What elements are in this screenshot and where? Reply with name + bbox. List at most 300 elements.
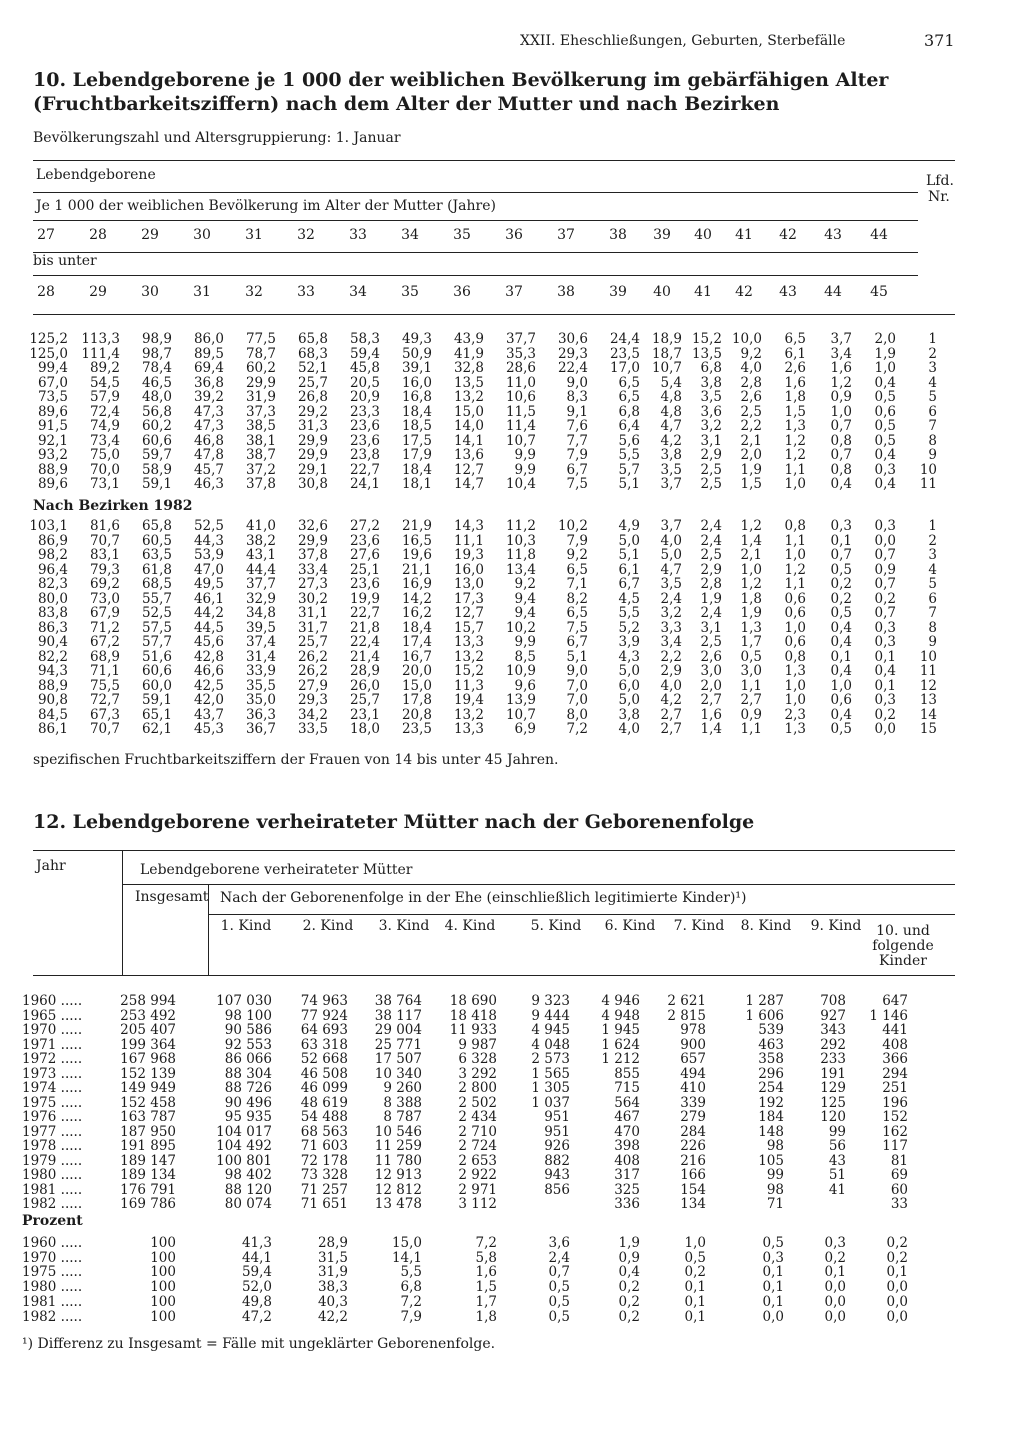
table12-cell: 71 651 <box>300 1196 348 1212</box>
table12-cell: 1 606 <box>745 1007 784 1024</box>
table10-age-to: 39 <box>609 284 627 300</box>
table10-cell: 47,3 <box>193 403 224 420</box>
table10-cell: 11,1 <box>453 532 484 549</box>
table12-cell: 7,2 <box>400 1293 422 1310</box>
table10-cell: 0,6 <box>784 605 806 621</box>
table12-cell: 926 <box>544 1138 570 1154</box>
table10-age-to: 35 <box>401 284 419 300</box>
table10-cell: 35,3 <box>505 345 536 362</box>
table10-cell: 29,2 <box>297 403 328 420</box>
table10-cell: 48,0 <box>141 389 172 405</box>
table10-cell: 1,0 <box>784 692 806 708</box>
table12-cell: 279 <box>680 1109 706 1125</box>
table12-cell: 69 <box>890 1167 908 1183</box>
table10-cell: 10,7 <box>505 432 536 449</box>
table12-col-header: 1. Kind <box>220 918 272 934</box>
table12-cell: 336 <box>614 1196 640 1212</box>
table10-cell: 13,0 <box>453 576 484 592</box>
table10-cell: 5,4 <box>660 374 682 391</box>
table12-cell: 13 478 <box>374 1196 422 1212</box>
table12-cell: 205 407 <box>120 1022 176 1038</box>
table10-cell: 70,0 <box>89 461 120 478</box>
table10-cell: 96,4 <box>37 561 68 578</box>
table10-cell: 3,6 <box>700 403 722 420</box>
table12-cell: 154 <box>680 1181 706 1198</box>
table10-cell: 30,6 <box>557 331 588 347</box>
table12-cell: 0,3 <box>762 1249 784 1266</box>
table12-cell: 41 <box>828 1181 846 1198</box>
table10-cell: 31,4 <box>245 648 276 665</box>
table10-age-from: 38 <box>609 227 627 243</box>
table10-cell: 5,0 <box>660 547 682 563</box>
table10-cell: 2,4 <box>700 532 722 549</box>
table10-cell: 6,5 <box>618 389 640 405</box>
table12-cell: 163 787 <box>120 1109 176 1125</box>
table10-cell: 23,6 <box>349 576 380 592</box>
table10-cell: 38,2 <box>245 532 276 549</box>
table12-row-year: 1974 ..... <box>22 1080 83 1096</box>
table10-cell: 56,8 <box>141 403 172 420</box>
table10-cell: 3,0 <box>700 663 722 679</box>
table10-cell: 0,4 <box>874 476 896 492</box>
table10-nr: Nr. <box>928 189 950 205</box>
table10-cell: 29,9 <box>245 374 276 391</box>
table12-cell: 5,5 <box>400 1264 422 1281</box>
table10-cell: 42,8 <box>193 648 224 665</box>
table10-cell: 18,5 <box>401 418 432 434</box>
table10-cell: 4,0 <box>660 677 682 694</box>
table12-cell: 100 801 <box>216 1152 272 1169</box>
table10-cell: 1,9 <box>740 461 762 478</box>
table12-cell: 0,0 <box>886 1308 908 1325</box>
table10-cell: 1,0 <box>830 403 852 420</box>
table10-row-nr: 15 <box>919 721 937 737</box>
table12-cell: 0,1 <box>684 1293 706 1310</box>
table10-cell: 60,6 <box>141 663 172 679</box>
table12-cell: 2 502 <box>458 1094 497 1111</box>
table12-cell: 325 <box>614 1181 640 1198</box>
table10-cell: 3,9 <box>618 634 640 650</box>
table10-age-to: 31 <box>193 284 211 300</box>
table10-cell: 1,3 <box>740 619 762 636</box>
table12-cell: 40,3 <box>317 1293 348 1310</box>
table10-cell: 28,6 <box>505 360 536 376</box>
table10-cell: 0,7 <box>874 576 896 592</box>
table10-cell: 67,2 <box>89 634 120 650</box>
table10-cell: 7,1 <box>566 576 588 592</box>
table12-cell: 42,2 <box>317 1308 348 1325</box>
table10-cell: 80,0 <box>37 590 68 607</box>
table12-cell: 46 508 <box>300 1065 348 1082</box>
table10-head-rule <box>33 192 918 193</box>
table10-cell: 0,7 <box>874 605 896 621</box>
table10-cell: 18,4 <box>401 461 432 478</box>
table10-cell: 70,7 <box>89 532 120 549</box>
table10-cell: 31,7 <box>297 619 328 636</box>
table10-cell: 44,2 <box>193 605 224 621</box>
table10-cell: 2,1 <box>740 547 762 563</box>
table10-cell: 23,1 <box>349 706 380 723</box>
table12-cell: 9 323 <box>531 993 570 1009</box>
table10-cell: 5,0 <box>618 532 640 549</box>
table12-cell: 104 017 <box>216 1123 272 1140</box>
table10-age-from: 40 <box>694 227 712 243</box>
table12-cell: 2 800 <box>458 1080 497 1096</box>
table10-age-from: 27 <box>37 227 55 243</box>
table10-cell: 78,4 <box>141 360 172 376</box>
table10-cell: 0,4 <box>874 447 896 463</box>
table10-cell: 1,2 <box>784 561 806 578</box>
table12-cell: 98 <box>766 1181 784 1198</box>
table12-cell: 226 <box>680 1138 706 1154</box>
table12-col-header: 4. Kind <box>444 918 496 934</box>
table12-cell: 152 458 <box>120 1094 176 1111</box>
table12-cell: 1,7 <box>475 1293 497 1310</box>
table10-cell: 31,9 <box>245 389 276 405</box>
table12-cell: 191 895 <box>120 1138 176 1154</box>
table10-cell: 9,2 <box>740 345 762 362</box>
table10-cell: 4,3 <box>618 648 640 665</box>
table12-cell: 9 987 <box>458 1036 497 1053</box>
table10-cell: 24,4 <box>609 331 640 347</box>
table12-year-divider <box>122 850 123 975</box>
table10-cell: 2,1 <box>740 432 762 449</box>
table10-cell: 0,5 <box>874 418 896 434</box>
table10-cell: 47,3 <box>193 418 224 434</box>
table12-cell: 169 786 <box>120 1196 176 1212</box>
table10-cell: 0,5 <box>874 389 896 405</box>
table12-cell: 18 690 <box>449 993 497 1009</box>
table10-cell: 0,2 <box>830 590 852 607</box>
table10-row-nr: 5 <box>928 389 937 405</box>
table10-cell: 47,8 <box>193 447 224 463</box>
table10-cell: 0,5 <box>830 605 852 621</box>
table12-cell: 98 402 <box>224 1167 272 1183</box>
table10-cell: 44,4 <box>245 561 276 578</box>
table10-cell: 2,6 <box>740 389 762 405</box>
table10-cell: 29,3 <box>557 345 588 362</box>
table10-cell: 2,5 <box>700 634 722 650</box>
table10-cell: 37,7 <box>245 576 276 592</box>
table10-cell: 52,5 <box>141 605 172 621</box>
table10-cell: 0,1 <box>830 532 852 549</box>
table12-cell: 0,5 <box>762 1235 784 1251</box>
table10-age-to: 37 <box>505 284 523 300</box>
table10-cell: 10,0 <box>731 331 762 347</box>
table10-cell: 19,4 <box>453 692 484 708</box>
table10-cell: 21,8 <box>349 619 380 636</box>
table10-cell: 2,0 <box>874 331 896 347</box>
table10-cell: 73,4 <box>89 432 120 449</box>
table12-cell: 117 <box>882 1138 908 1154</box>
table10-cell: 1,8 <box>784 389 806 405</box>
table10-age-to: 45 <box>870 284 888 300</box>
table10-age-from: 33 <box>349 227 367 243</box>
table10-cell: 89,5 <box>193 345 224 362</box>
table12-col-last-1: 10. und <box>876 923 930 939</box>
table10-cell: 1,4 <box>740 532 762 549</box>
table10-cell: 99,4 <box>37 360 68 376</box>
table10-cell: 86,9 <box>37 532 68 549</box>
table10-cell: 1,9 <box>700 590 722 607</box>
table12-cell: 11 259 <box>374 1138 422 1154</box>
table10-cell: 0,1 <box>874 648 896 665</box>
table12-cell: 1 287 <box>745 993 784 1009</box>
table10-cell: 9,4 <box>514 590 536 607</box>
table10-cell: 0,8 <box>784 648 806 665</box>
table12-cell: 1 624 <box>601 1036 640 1053</box>
table10-cell: 77,5 <box>245 331 276 347</box>
table10-cell: 9,1 <box>566 403 588 420</box>
table10-cell: 68,5 <box>141 576 172 592</box>
table10-cell: 98,9 <box>141 331 172 347</box>
table12-cell: 47,2 <box>241 1308 272 1325</box>
table10-cell: 37,3 <box>245 403 276 420</box>
table10-cell: 38,7 <box>245 447 276 463</box>
table10-cell: 9,0 <box>566 663 588 679</box>
table12-cell: 148 <box>758 1123 784 1140</box>
table12-cell: 59,4 <box>241 1264 272 1281</box>
table10-cell: 1,3 <box>784 721 806 737</box>
table10-cell: 0,7 <box>830 418 852 434</box>
table12-cell: 0,0 <box>886 1293 908 1310</box>
table10-cell: 20,9 <box>349 389 380 405</box>
table10-cell: 89,6 <box>37 403 68 420</box>
table12-row-year: 1982 ..... <box>22 1308 83 1325</box>
table10-cell: 1,0 <box>830 677 852 694</box>
table12-cell: 71 <box>766 1196 784 1212</box>
table10-cell: 9,2 <box>514 576 536 592</box>
table10-row-nr: 9 <box>928 634 937 650</box>
table10-cell: 57,5 <box>141 619 172 636</box>
table10-cell: 11,8 <box>505 547 536 563</box>
table10-cell: 0,5 <box>740 648 762 665</box>
table10-cell: 46,1 <box>193 590 224 607</box>
table10-cell: 2,2 <box>740 418 762 434</box>
table10-cell: 57,7 <box>141 634 172 650</box>
table10-cell: 5,7 <box>618 461 640 478</box>
table10-cell: 0,9 <box>740 706 762 723</box>
table12-cell: 0,5 <box>684 1249 706 1266</box>
table12-cell: 1 037 <box>531 1094 570 1111</box>
table10-cell: 1,1 <box>740 677 762 694</box>
table12-top-rule <box>33 850 955 851</box>
table10-cell: 0,5 <box>830 561 852 578</box>
table10-cell: 3,8 <box>700 374 722 391</box>
table12-cell: 77 924 <box>300 1007 348 1024</box>
table10-cell: 2,0 <box>740 447 762 463</box>
table10-cell: 15,0 <box>453 403 484 420</box>
table12-row-year: 1978 ..... <box>22 1138 83 1154</box>
table12-cell: 0,2 <box>618 1293 640 1310</box>
table12-cell: 60 <box>890 1181 908 1198</box>
table10-cell: 15,2 <box>691 331 722 347</box>
table10-cell: 39,2 <box>193 389 224 405</box>
table10-cell: 7,9 <box>566 532 588 549</box>
table10-cell: 13,5 <box>453 374 484 391</box>
table10-age-from: 34 <box>401 227 419 243</box>
table10-cell: 4,0 <box>740 360 762 376</box>
table12-cell: 2 971 <box>458 1181 497 1198</box>
table10-cell: 1,0 <box>740 561 762 578</box>
table10-cell: 0,8 <box>784 518 806 534</box>
table10-cell: 78,7 <box>245 345 276 362</box>
table10-cell: 0,6 <box>784 590 806 607</box>
table10-cell: 36,7 <box>245 721 276 737</box>
table10-cell: 45,6 <box>193 634 224 650</box>
table10-cell: 1,9 <box>740 605 762 621</box>
table12-row-year: 1980 ..... <box>22 1167 83 1183</box>
table10-cell: 30,8 <box>297 476 328 492</box>
table10-cell: 60,0 <box>141 677 172 694</box>
table10-cell: 4,8 <box>660 389 682 405</box>
table10-age-to: 38 <box>557 284 575 300</box>
table12-cell: 2 434 <box>458 1109 497 1125</box>
table12-row-year: 1975 ..... <box>22 1264 83 1281</box>
table10-cell: 2,9 <box>660 663 682 679</box>
table10-row-nr: 8 <box>928 432 937 449</box>
table10-age-from: 30 <box>193 227 211 243</box>
table10-cell: 4,2 <box>660 692 682 708</box>
table12-head-order: Nach der Geborenenfolge in der Ehe (einschließlich legitimierte Kinder)¹) <box>220 890 747 906</box>
table10-cell: 0,4 <box>830 634 852 650</box>
table12-cell: 3 292 <box>458 1065 497 1082</box>
table12-row-year: 1960 ..... <box>22 1235 83 1251</box>
table12-cell: 68 563 <box>300 1123 348 1140</box>
table12-cell: 12 812 <box>374 1181 422 1198</box>
table10-head-sub: Je 1 000 der weiblichen Bevölkerung im Alter der Mutter (Jahre) <box>36 198 496 214</box>
table10-cell: 53,9 <box>193 547 224 563</box>
table12-cell: 292 <box>820 1036 846 1053</box>
table10-cell: 16,0 <box>453 561 484 578</box>
table10-age-from: 29 <box>141 227 159 243</box>
table12-cell: 49,8 <box>241 1293 272 1310</box>
table12-cell: 0,2 <box>886 1249 908 1266</box>
table12-row-year: 1960 ..... <box>22 993 83 1009</box>
table12-cell: 2,4 <box>548 1249 570 1266</box>
table12-head-rule <box>122 884 955 885</box>
table10-age-from: 39 <box>653 227 671 243</box>
table12-cell: 494 <box>680 1065 706 1082</box>
table12-row-year: 1970 ..... <box>22 1249 83 1266</box>
table10-cell: 3,2 <box>700 418 722 434</box>
table10-cell: 17,0 <box>609 360 640 376</box>
table10-cell: 10,9 <box>505 663 536 679</box>
table10-cell: 45,7 <box>193 461 224 478</box>
table12-cell: 0,2 <box>684 1264 706 1281</box>
table12-row-year: 1982 ..... <box>22 1196 83 1212</box>
table10-row-nr: 1 <box>928 518 937 534</box>
table10-cell: 0,9 <box>830 389 852 405</box>
table10-cell: 23,6 <box>349 432 380 449</box>
table10-cell: 3,8 <box>660 447 682 463</box>
table10-cell: 29,1 <box>297 461 328 478</box>
table12-cell: 7,9 <box>400 1308 422 1325</box>
table10-cell: 63,5 <box>141 547 172 563</box>
table10-cell: 42,0 <box>193 692 224 708</box>
table10-sub-rule <box>33 220 918 221</box>
table12-cell: 64 693 <box>300 1022 348 1038</box>
table10-cell: 60,2 <box>245 360 276 376</box>
table10-cell: 3,5 <box>660 461 682 478</box>
table10-cell: 13,2 <box>453 389 484 405</box>
table10-cell: 1,0 <box>784 547 806 563</box>
table12-cell: 856 <box>544 1181 570 1198</box>
table10-cell: 1,3 <box>784 663 806 679</box>
table10-cell: 16,0 <box>401 374 432 391</box>
table10-cell: 5,1 <box>566 648 588 665</box>
table12-cell: 29 004 <box>374 1022 422 1038</box>
table12-row-year: 1981 ..... <box>22 1181 83 1198</box>
table10-cell: 32,9 <box>245 590 276 607</box>
table12-cell: 0,1 <box>762 1279 784 1296</box>
table10-cell: 46,5 <box>141 374 172 391</box>
table12-header-bottom-rule <box>33 975 955 976</box>
table10-cell: 18,0 <box>349 721 380 737</box>
table10-cell: 3,4 <box>660 634 682 650</box>
table10-cell: 0,1 <box>830 648 852 665</box>
table10-cell: 39,1 <box>401 360 432 376</box>
table12-cell: 88 726 <box>224 1080 272 1096</box>
table10-cell: 44,5 <box>193 619 224 636</box>
table10-cell: 1,2 <box>740 518 762 534</box>
table10-cell: 43,1 <box>245 547 276 563</box>
table12-row-year: 1980 ..... <box>22 1279 83 1296</box>
table10-cell: 29,9 <box>297 432 328 449</box>
table12-cell: 63 318 <box>300 1036 348 1053</box>
table12-cell: 134 <box>680 1196 706 1212</box>
table10-row-nr: 7 <box>928 605 937 621</box>
table10-cell: 84,5 <box>37 706 68 723</box>
table10-row-nr: 6 <box>928 403 937 420</box>
table12-cell: 162 <box>882 1123 908 1140</box>
table10-cell: 73,5 <box>37 389 68 405</box>
table10-cell: 1,2 <box>784 447 806 463</box>
table10-cell: 81,6 <box>89 518 120 534</box>
table12-row-year: 1965 ..... <box>22 1007 83 1024</box>
table10-cell: 9,2 <box>566 547 588 563</box>
table12-cell: 18 418 <box>449 1007 497 1024</box>
table10-cell: 70,7 <box>89 721 120 737</box>
table10-cell: 72,7 <box>89 692 120 708</box>
table10-cell: 1,2 <box>784 432 806 449</box>
table10-cell: 44,3 <box>193 532 224 549</box>
table10-cell: 65,8 <box>141 518 172 534</box>
table10-age-from: 41 <box>735 227 753 243</box>
table10-cell: 17,8 <box>401 692 432 708</box>
table12-cell: 107 030 <box>216 993 272 1009</box>
table10-cell: 125,2 <box>29 331 68 347</box>
table12-cell: 98 <box>766 1138 784 1154</box>
table10-cell: 60,5 <box>141 532 172 549</box>
table12-cell: 1,6 <box>475 1264 497 1281</box>
table10-cell: 30,2 <box>297 590 328 607</box>
table10-cell: 7,9 <box>566 447 588 463</box>
table12-cell: 95 935 <box>224 1109 272 1125</box>
table10-age-from: 28 <box>89 227 107 243</box>
table10-row-nr: 14 <box>919 706 937 723</box>
table10-cell: 41,0 <box>245 518 276 534</box>
table10-cell: 19,9 <box>349 590 380 607</box>
table10-cell: 0,4 <box>830 706 852 723</box>
table12-cell: 951 <box>544 1123 570 1140</box>
table10-cell: 10,7 <box>505 706 536 723</box>
table12-cell: 0,5 <box>548 1279 570 1296</box>
table12-row-year: 1976 ..... <box>22 1109 83 1125</box>
table10-cell: 3,2 <box>660 605 682 621</box>
table10-cell: 43,7 <box>193 706 224 723</box>
table12-cell: 339 <box>680 1094 706 1111</box>
